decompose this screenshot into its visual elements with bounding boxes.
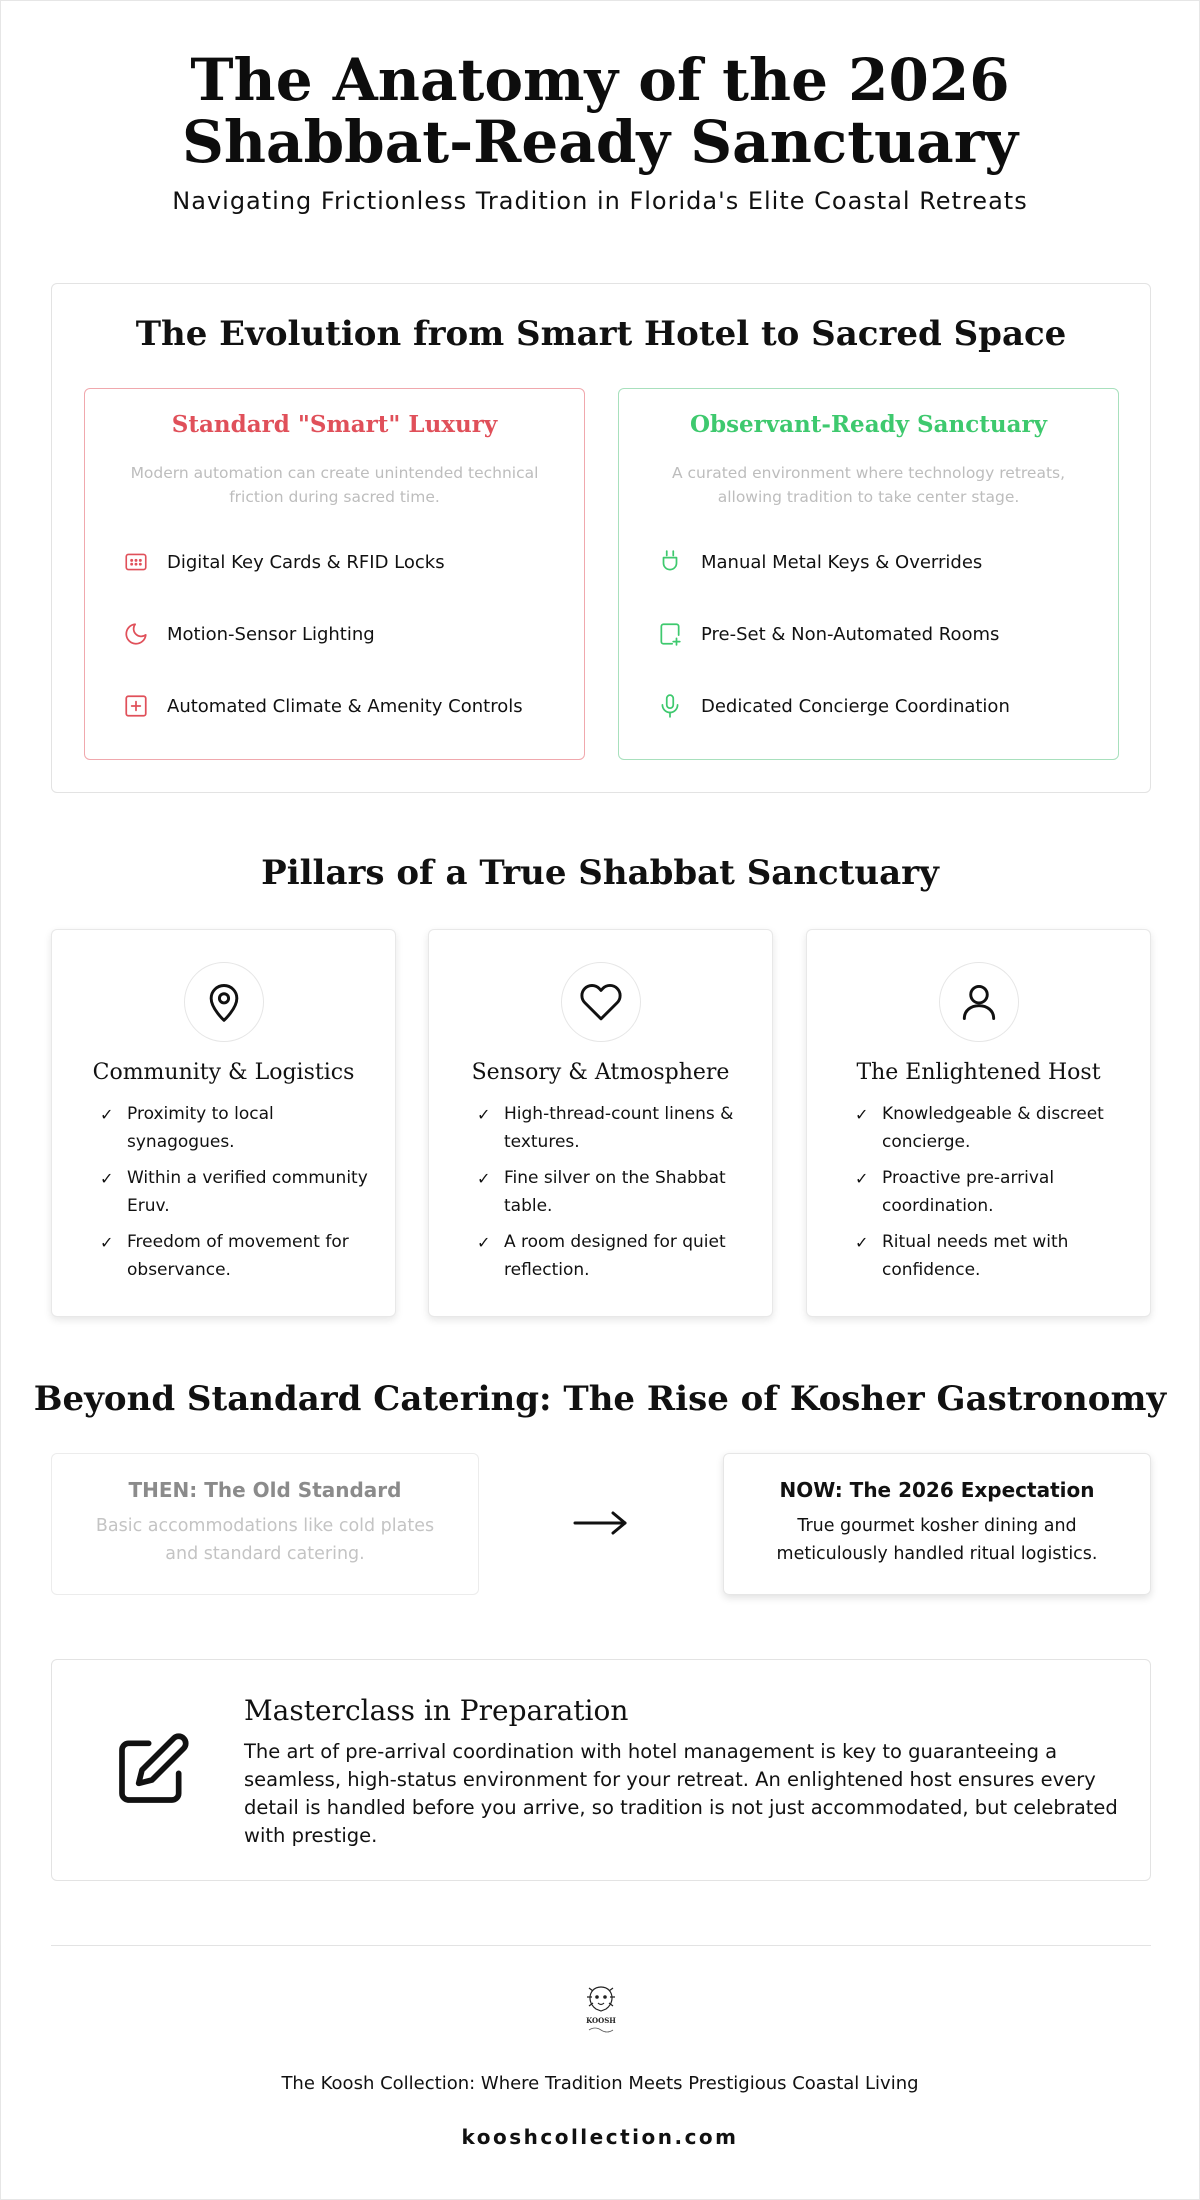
then-card: [51, 1453, 479, 1595]
gastronomy-title: Beyond Standard Catering: The Rise of Kosher Gastronomy: [33, 1379, 1167, 1419]
smart-luxury-title: Standard "Smart" Luxury: [171, 411, 498, 438]
svg-text:KOOSH: KOOSH: [586, 2016, 616, 2025]
pillar-points: [477, 1100, 750, 1292]
plug-icon: [655, 547, 685, 577]
pillar-title: Sensory & Atmosphere: [471, 1060, 730, 1085]
pillar-points: [855, 1100, 1128, 1292]
check-icon: ✓: [100, 1105, 114, 1124]
evo-right-item-label: Dedicated Concierge Coordination: [701, 695, 1010, 717]
evo-left-item: [121, 547, 445, 577]
now-heading: NOW: The 2026 Expectation: [779, 1478, 1095, 1502]
evo-left-item: [121, 619, 375, 649]
evo-right-item-label: Pre-Set & Non-Automated Rooms: [701, 623, 1000, 645]
microphone-icon: [655, 691, 685, 721]
then-text: Basic accommodations like cold plates and standard catering.: [95, 1516, 435, 1564]
evo-left-item: [121, 691, 523, 721]
heart-icon: [561, 962, 641, 1042]
map-pin-icon: [184, 962, 264, 1042]
evo-left-item-label: Digital Key Cards & RFID Locks: [167, 551, 445, 573]
evo-right-item-label: Manual Metal Keys & Overrides: [701, 551, 983, 573]
user-icon: [939, 962, 1019, 1042]
footer-website-link[interactable]: kooshcollection.com: [461, 2125, 739, 2149]
smart-luxury-column: [84, 388, 585, 760]
keycard-icon: [121, 547, 151, 577]
pillar-point: ✓ Freedom of movement for observance.: [100, 1228, 373, 1284]
masterclass-title: Masterclass in Preparation: [244, 1694, 629, 1727]
moon-icon: [121, 619, 151, 649]
page-title: The Anatomy of the 2026 Shabbat-Ready Sanctuary: [181, 46, 1019, 176]
check-icon: ✓: [855, 1169, 869, 1188]
pillar-point: ✓ Fine silver on the Shabbat table.: [477, 1164, 750, 1220]
observant-ready-description: A curated environment where technology retreats, allowing tradition to take center stage.: [671, 464, 1066, 506]
edit-icon: [112, 1730, 192, 1810]
check-icon: ✓: [477, 1233, 491, 1252]
check-icon: ✓: [100, 1233, 114, 1252]
pillar-card-community: [51, 929, 396, 1317]
pillar-title: Community & Logistics: [92, 1060, 355, 1085]
check-icon: ✓: [100, 1169, 114, 1188]
file-plus-icon: [655, 619, 685, 649]
evo-right-item: [655, 691, 1010, 721]
pillar-point: ✓ Proximity to local synagogues.: [100, 1100, 373, 1156]
evo-left-item-label: Automated Climate & Amenity Controls: [167, 695, 523, 717]
footer-tagline: The Koosh Collection: Where Tradition Meets Prestigious Coastal Living: [281, 2073, 919, 2094]
evolution-title: The Evolution from Smart Hotel to Sacred Space: [135, 314, 1067, 354]
evo-left-item-label: Motion-Sensor Lighting: [167, 623, 375, 645]
evolution-section: [51, 283, 1151, 793]
check-icon: ✓: [855, 1105, 869, 1124]
pillar-point: ✓ A room designed for quiet reflection.: [477, 1228, 750, 1284]
now-card: [723, 1453, 1151, 1595]
then-heading: THEN: The Old Standard: [128, 1478, 402, 1502]
pillars-title: Pillars of a True Shabbat Sanctuary: [261, 853, 939, 893]
pillar-point: ✓ Within a verified community Eruv.: [100, 1164, 373, 1220]
pillar-points: [100, 1100, 373, 1292]
masterclass-section: [51, 1659, 1151, 1881]
arrow-right-icon: [571, 1501, 631, 1545]
observant-ready-title: Observant-Ready Sanctuary: [689, 411, 1048, 438]
pillar-point: ✓ Proactive pre-arrival coordination.: [855, 1164, 1128, 1220]
koosh-logo: [571, 1983, 631, 2037]
pillar-card-sensory: [428, 929, 773, 1317]
check-icon: ✓: [477, 1105, 491, 1124]
check-icon: ✓: [477, 1169, 491, 1188]
now-text: True gourmet kosher dining and meticulously handled ritual logistics.: [776, 1516, 1098, 1564]
observant-ready-column: [618, 388, 1119, 760]
evo-right-item: [655, 619, 999, 649]
pillar-point: ✓ High-thread-count linens & textures.: [477, 1100, 750, 1156]
page-subtitle: Navigating Frictionless Tradition in Florida's Elite Coastal Retreats: [172, 187, 1028, 215]
smart-luxury-description: Modern automation can create unintended technical friction during sacred time.: [130, 464, 539, 506]
pillar-card-host: [806, 929, 1151, 1317]
footer-divider: [51, 1945, 1151, 1946]
masterclass-text: The art of pre-arrival coordination with hotel management is key to guaranteeing a seamless, high-status environment for your retreat. An enlightened host ensures every detail is handled before you arrive, so tradition is not just accommodated, but celebrated with prestige.: [244, 1740, 1118, 1847]
evo-right-item: [655, 547, 982, 577]
plus-square-icon: [121, 691, 151, 721]
check-icon: ✓: [855, 1233, 869, 1252]
pillar-title: The Enlightened Host: [856, 1060, 1101, 1085]
pillar-point: ✓ Ritual needs met with confidence.: [855, 1228, 1128, 1284]
pillar-point: ✓ Knowledgeable & discreet concierge.: [855, 1100, 1128, 1156]
